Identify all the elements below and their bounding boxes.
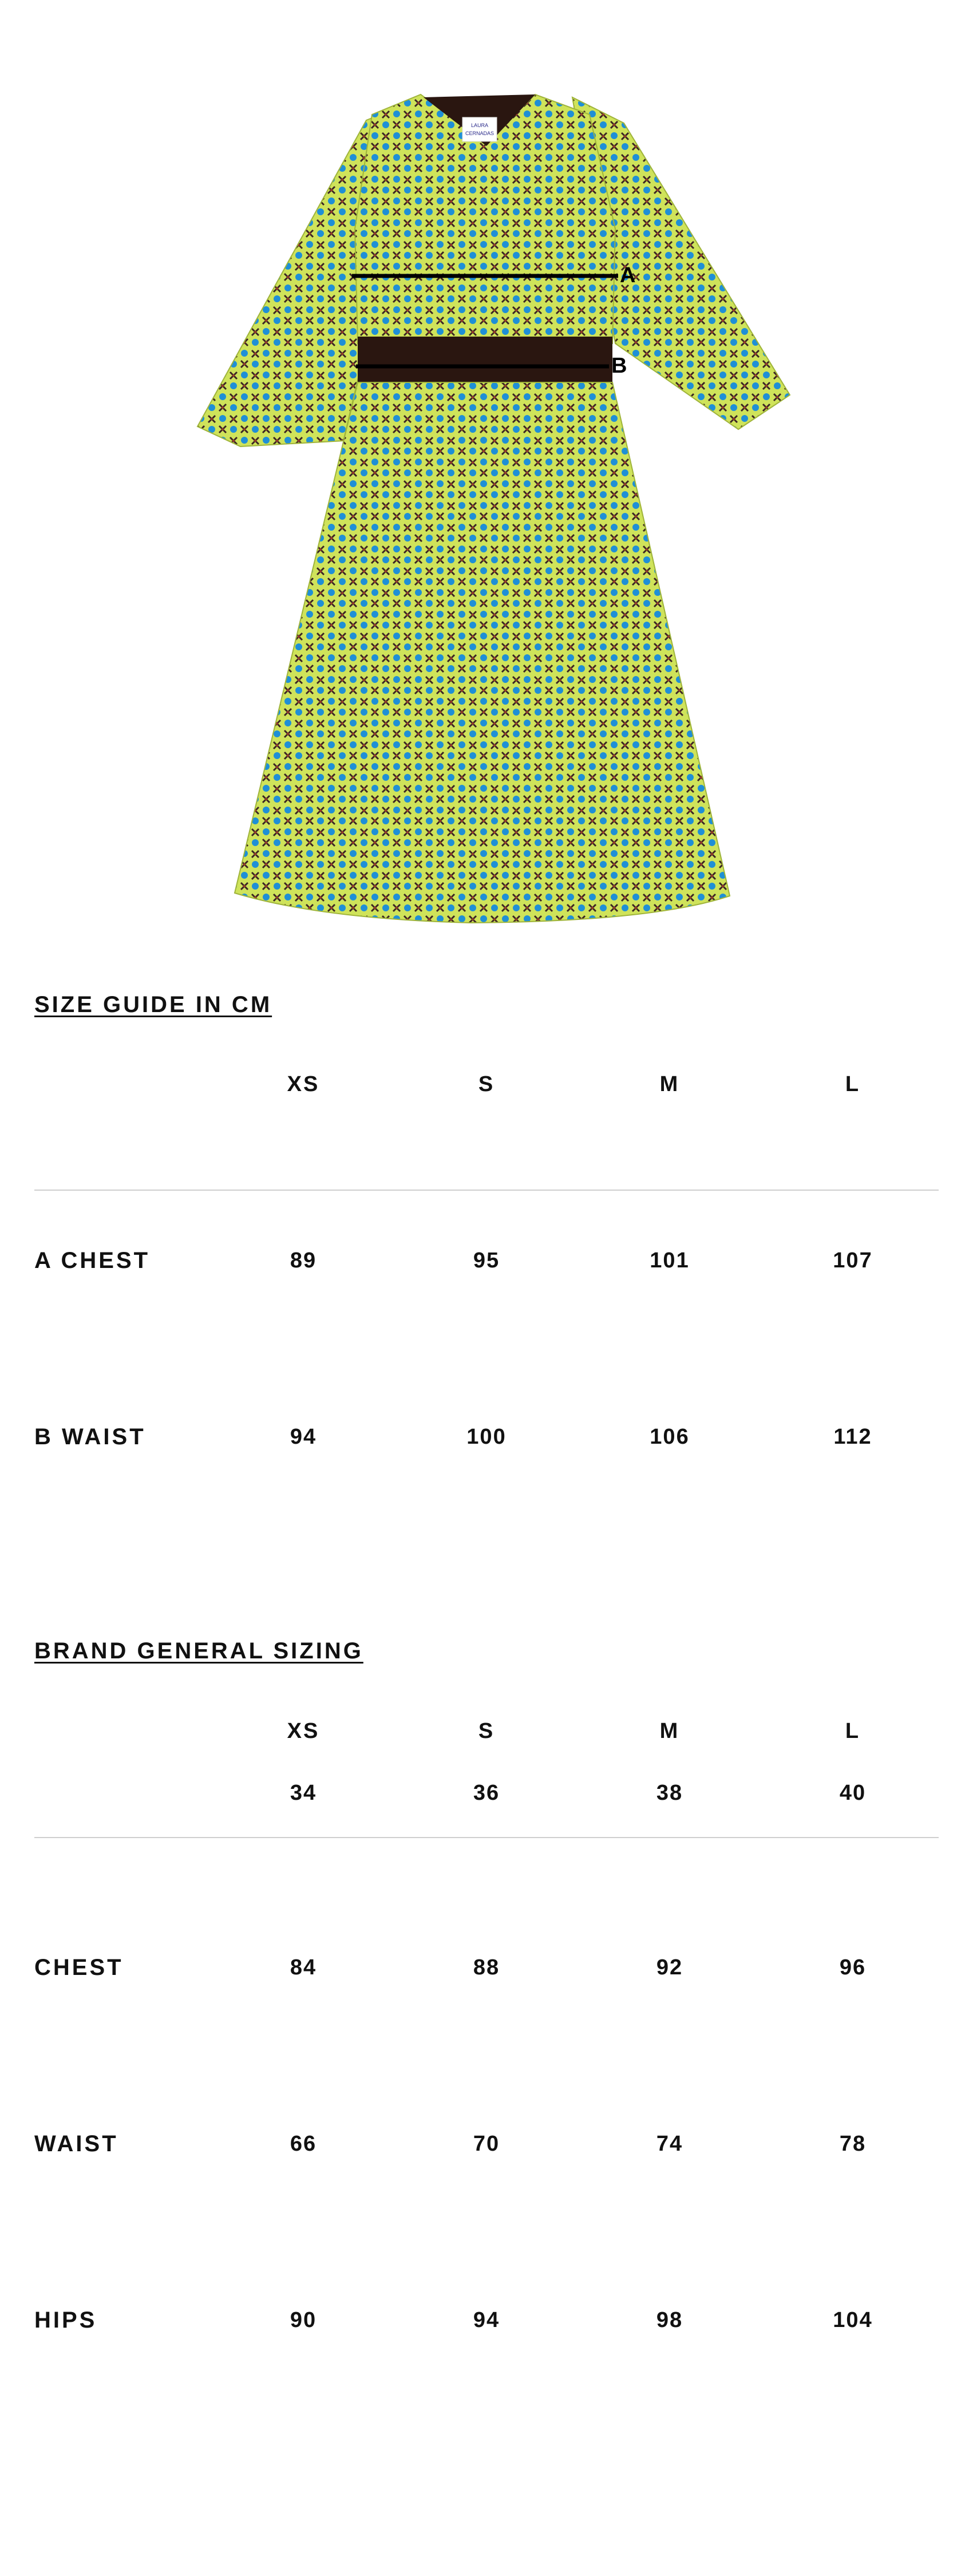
cell-a-chest-l: 107 [833, 1249, 873, 1273]
brand-col-s: S [478, 1719, 495, 1743]
skirt [235, 382, 730, 923]
row-label-hips: HIPS [34, 2308, 97, 2333]
row-label-waist: WAIST [34, 2131, 118, 2156]
cell-chest-m: 92 [656, 1955, 683, 1980]
cell-a-chest-m: 101 [650, 1249, 690, 1273]
brand-col-m: M [659, 1719, 680, 1743]
row-label-a-chest: A CHEST [34, 1248, 151, 1273]
cell-b-waist-xs: 94 [290, 1425, 317, 1449]
cell-chest-s: 88 [473, 1955, 500, 1980]
cell-a-chest-xs: 89 [290, 1249, 317, 1273]
size-guide-col-xs: XS [287, 1072, 320, 1096]
measure-label-a: A [620, 263, 636, 287]
label-tag-line1: LAURA [470, 123, 489, 128]
cell-hips-l: 104 [833, 2308, 873, 2332]
brand-eu-size-xs: 34 [290, 1781, 317, 1805]
row-label-chest: CHEST [34, 1955, 124, 1980]
brand-col-l: L [845, 1719, 861, 1743]
cell-hips-s: 94 [473, 2308, 500, 2332]
size-guide-col-l: L [845, 1072, 861, 1096]
cell-hips-xs: 90 [290, 2308, 317, 2332]
brand-sizing-divider [34, 1837, 939, 1838]
dress-illustration [0, 0, 973, 933]
cell-chest-xs: 84 [290, 1955, 317, 1980]
brand-sizing-title: BRAND GENERAL SIZING [34, 1638, 363, 1664]
cell-waist-s: 70 [473, 2132, 500, 2156]
brand-col-xs: XS [287, 1719, 320, 1743]
cell-b-waist-m: 106 [650, 1425, 690, 1449]
cell-waist-xs: 66 [290, 2132, 317, 2156]
cell-b-waist-l: 112 [833, 1425, 872, 1449]
size-guide-divider [34, 1190, 939, 1191]
brand-label-tag [462, 117, 497, 141]
cell-b-waist-s: 100 [466, 1425, 507, 1449]
cell-waist-m: 74 [656, 2132, 683, 2156]
brand-eu-size-l: 40 [839, 1781, 867, 1805]
brand-eu-size-s: 36 [473, 1781, 500, 1805]
brand-eu-size-m: 38 [656, 1781, 683, 1805]
size-guide-col-m: M [659, 1072, 680, 1096]
cell-a-chest-s: 95 [473, 1249, 500, 1273]
waistband [358, 337, 612, 382]
row-label-b-waist: B WAIST [34, 1424, 146, 1449]
size-guide-title: SIZE GUIDE IN CM [34, 992, 272, 1017]
label-tag-line2: CERNADAS [465, 131, 495, 136]
cell-chest-l: 96 [839, 1955, 867, 1980]
cell-hips-m: 98 [656, 2308, 683, 2332]
size-guide-col-s: S [478, 1072, 495, 1096]
dress-drawing [0, 0, 973, 933]
measure-label-b: B [611, 354, 627, 378]
cell-waist-l: 78 [839, 2132, 867, 2156]
